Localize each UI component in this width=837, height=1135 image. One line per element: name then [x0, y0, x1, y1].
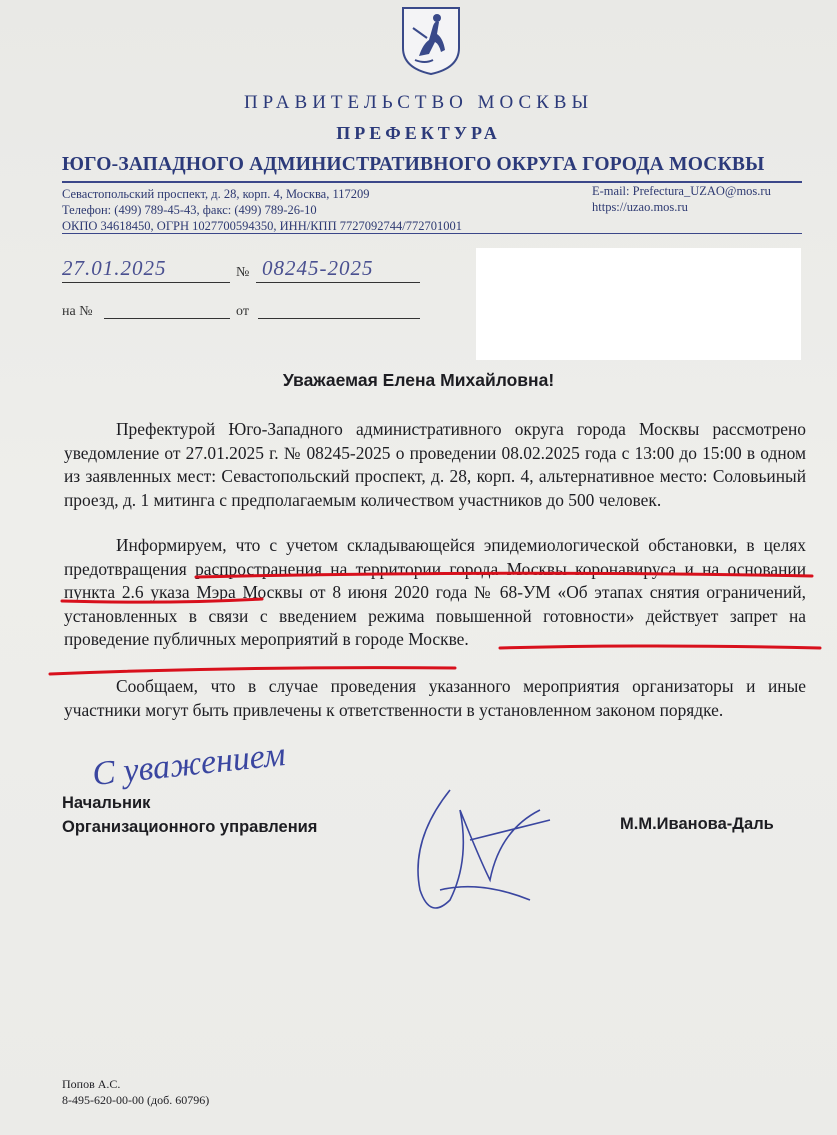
- registration-date: 27.01.2025: [62, 256, 167, 280]
- underline-mark: [500, 646, 820, 648]
- underline-mark: [50, 668, 455, 674]
- number-label: №: [236, 265, 250, 280]
- executor-block: [62, 1076, 209, 1108]
- greeting: Уважаемая Елена Михайловна!: [282, 370, 555, 390]
- body-paragraph-1: Префектурой Юго-Западного административного округа города Москвы рассмотрено уведомление от 27.01.2025 г. № 08245-2025 о проведении 08.02.2025 года с 13:00 до 15:00 в одном из заявленных мест: Севастопольский проспект, д. 28, корп. 4, альтернативное место: Соловьиный проезд, д. 1 митинга с предполагаемым количеством участников до 500 человек.: [64, 419, 806, 510]
- executor-phone: 8-495-620-00-00 (доб. 60796): [62, 1093, 210, 1107]
- body-paragraph-2: Информируем, что с учетом складывающейся эпидемиологической обстановки, в целях предотвращения распространения на территории города Москвы коронавируса и на основании пункта 2.6 указа Мэра Москвы от 8 июня 2020 года № 68-УМ «Об этапах снятия ограничений, установленных в связи с введением режима повышенной готовности» действует запрет на проведение публичных мероприятий в городе Москве.: [64, 535, 806, 649]
- signatory-name: М.М.Иванова-Даль: [620, 815, 774, 833]
- org-codes: ОКПО 34618450, ОГРН 1027700594350, ИНН/КПП 7727092744/772701001: [62, 219, 462, 233]
- position-line-2: Организационного управления: [62, 818, 318, 836]
- position-line-1: Начальник: [62, 794, 151, 812]
- signatory-position: [62, 791, 317, 839]
- body-paragraph-3: Сообщаем, что в случае проведения указанного мероприятия организаторы и иные участники могут быть привлечены к ответственности в установленном законом порядке.: [64, 676, 806, 720]
- executor-name: Попов А.С.: [62, 1077, 121, 1091]
- prefecture-title: ПРЕФЕКТУРА: [336, 123, 501, 143]
- reference-date-label: от: [236, 304, 249, 319]
- reference-label: на №: [62, 304, 93, 319]
- org-website: https://uzao.mos.ru: [592, 200, 688, 214]
- district-title: ЮГО-ЗАПАДНОГО АДМИНИСТРАТИВНОГО ОКРУГА ГОРОДА МОСКВЫ: [62, 154, 765, 175]
- underline-mark: [196, 573, 812, 577]
- handwritten-closing: С уважением: [90, 735, 288, 794]
- org-phone: Телефон: (499) 789-45-43, факс: (499) 789-26-10: [62, 203, 317, 217]
- org-email: E-mail: Prefectura_UZAO@mos.ru: [592, 184, 771, 198]
- org-address: Севастопольский проспект, д. 28, корп. 4, Москва, 117209: [62, 187, 370, 201]
- government-title: ПРАВИТЕЛЬСТВО МОСКВЫ: [243, 92, 594, 113]
- signature-scribble: [390, 770, 560, 930]
- registration-number: 08245-2025: [262, 256, 374, 280]
- underline-mark: [62, 599, 262, 602]
